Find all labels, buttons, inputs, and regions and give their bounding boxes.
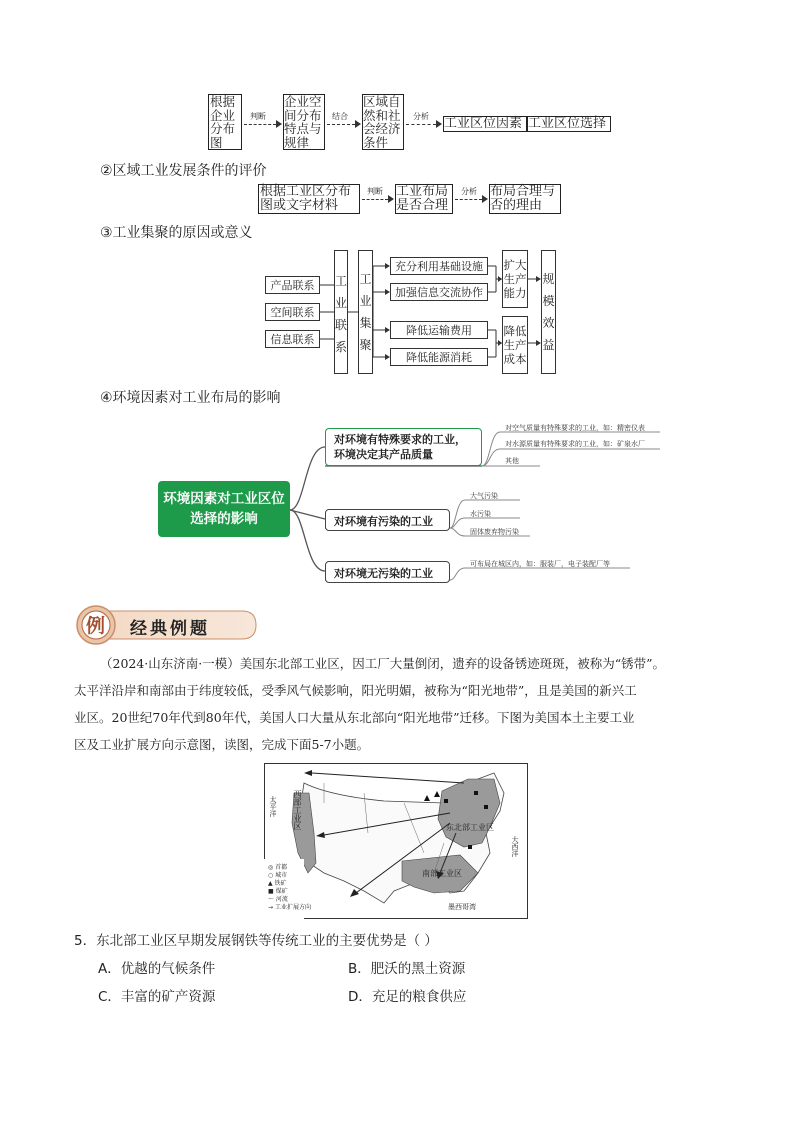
map-label-south: 南部工业区 <box>422 869 462 878</box>
flow-box-layout-reason: 布局合理与否的理由 <box>489 184 561 214</box>
passage-line-3: 业区。20世纪70年代到80年代，美国人口大量从东北部向“阳光地带”迁移。下图为美国本土主要工业 <box>74 710 635 725</box>
result-expand-capacity: 扩大生产能力 <box>502 250 528 308</box>
leaf-air-quality: 对空气质量有特殊要求的工业，如：精密仪表 <box>505 424 645 432</box>
leaf-air-pollution: 大气污染 <box>470 492 498 500</box>
link-info: 信息联系 <box>265 330 320 348</box>
passage-line-4: 区及工业扩展方向示意图，读图，完成下面5-7小题。 <box>74 737 370 752</box>
arrow-label-analyze: 分析 <box>461 187 477 196</box>
section-title-agglomeration: ③工业集聚的原因或意义 <box>100 225 253 241</box>
leaf-solid-waste: 固体废弃物污染 <box>470 528 519 536</box>
map-label-atlantic: 大西洋 <box>511 836 519 857</box>
branch-non-polluting: 对环境无污染的工业 <box>325 561 450 583</box>
map-label-west: 西部工业区 <box>293 790 302 830</box>
arrow-label-combine: 结合 <box>332 112 348 121</box>
branch-polluting: 对环境有污染的工业 <box>325 509 450 531</box>
mindmap-root: 环境因素对工业区位选择的影响 <box>158 481 290 537</box>
map-label-northeast: 东北部工业区 <box>446 823 494 832</box>
legend-capital: ◎ 首都 <box>268 864 288 871</box>
flow-box-distribution-material: 根据工业区分布图或文字材料 <box>258 184 360 214</box>
flow-box-location-factors: 工业区位因素 <box>443 116 527 132</box>
example-banner-title: 经典例题 <box>130 619 210 639</box>
arrow-label-analyze: 分析 <box>413 112 429 121</box>
legend-coal: ■ 煤矿 <box>268 888 288 895</box>
effect-infrastructure: 充分利用基础设施 <box>390 257 488 275</box>
option-b[interactable]: B．肥沃的黑土资源 <box>348 961 466 977</box>
final-scale-economy: 规模效益 <box>541 250 556 374</box>
branch-special-requirement: 对环境有特殊要求的工业，环境决定其产品质量 <box>325 428 482 466</box>
effect-transport-cost: 降低运输费用 <box>390 321 488 339</box>
section-title-environment: ④环境因素对工业布局的影响 <box>100 390 281 406</box>
flow-box-location-choice: 工业区位选择 <box>527 116 611 132</box>
flow-box-layout-reasonable: 工业布局是否合理 <box>395 184 453 214</box>
example-badge: 例 <box>86 615 106 637</box>
flow-box-enterprise-map: 根据企业分布图 <box>208 94 242 150</box>
legend-river: 〜 河流 <box>268 896 288 903</box>
link-product: 产品联系 <box>265 276 320 294</box>
leaf-water-quality: 对水源质量有特殊要求的工业，如：矿泉水厂 <box>505 440 645 448</box>
option-d[interactable]: D．充足的粮食供应 <box>348 989 467 1005</box>
option-a[interactable]: A．优越的气候条件 <box>98 961 216 977</box>
column-industrial-links: 工业联系 <box>334 250 348 374</box>
arrow-label-judge: 判断 <box>250 112 266 121</box>
arrow-label-judge: 判断 <box>367 187 383 196</box>
effect-information: 加强信息交流协作 <box>390 283 488 301</box>
flow-box-spatial-pattern: 企业空间分布特点与规律 <box>283 94 325 150</box>
result-reduce-cost: 降低生产成本 <box>502 316 528 374</box>
legend-iron: ▲ 铁矿 <box>268 880 287 887</box>
section-title-evaluation: ②区域工业发展条件的评价 <box>100 163 267 179</box>
map-label-pacific: 太平洋 <box>269 796 277 817</box>
leaf-water-pollution: 水污染 <box>470 510 491 518</box>
effect-energy-use: 降低能源消耗 <box>390 348 488 366</box>
map-label-gulf: 墨西哥湾 <box>448 903 476 911</box>
legend-city: ○ 城市 <box>268 872 288 879</box>
option-c[interactable]: C．丰富的矿产资源 <box>98 989 216 1005</box>
passage-line-1: （2024·山东济南·一模）美国东北部工业区，因工厂大量倒闭，遗弃的设备锈迹斑斑，被称为“锈带”。 <box>100 656 666 671</box>
column-industrial-agglomeration: 工业集聚 <box>358 250 373 374</box>
passage-line-2: 太平洋沿岸和南部由于纬度较低，受季风气候影响，阳光明媚，被称为“阳光地带”，且是美国的新兴工 <box>74 683 637 698</box>
leaf-urban-location: 可布局在城区内，如：服装厂，电子装配厂等 <box>470 560 610 568</box>
flow-box-regional-conditions: 区域自然和社会经济条件 <box>362 94 404 150</box>
map-legend <box>268 864 311 912</box>
legend-expansion: → 工业扩展方向 <box>268 904 311 911</box>
link-space: 空间联系 <box>265 303 320 321</box>
question-stem: 5．东北部工业区早期发展钢铁等传统工业的主要优势是（ ） <box>74 933 438 949</box>
leaf-other: 其他 <box>505 457 519 465</box>
